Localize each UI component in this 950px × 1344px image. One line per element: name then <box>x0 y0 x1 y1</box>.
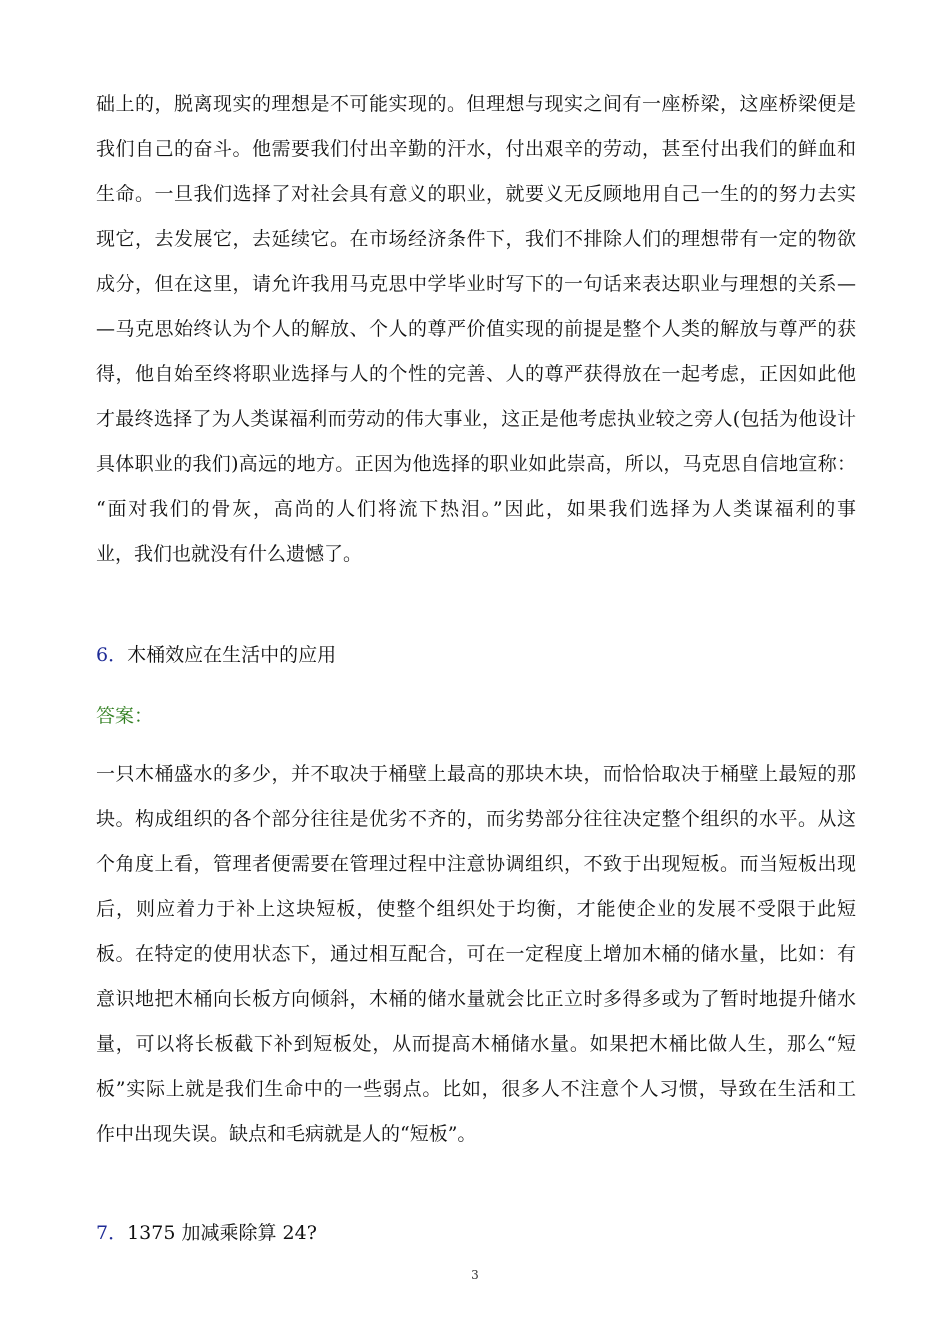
paragraph-marx-career <box>96 82 856 577</box>
question-7 <box>96 1218 317 1248</box>
question-6 <box>96 640 336 670</box>
text-line: 板”实际上就是我们生命中的一些弱点。比如，很多人不注意个人习惯，导致在生活和工 <box>96 1078 856 1100</box>
text-line: 才最终选择了为人类谋福利而劳动的伟大事业，这正是他考虑执业较之旁人(包括为他设计 <box>96 408 856 430</box>
text-line: 成分，但在这里，请允许我用马克思中学毕业时写下的一句话来表达职业与理想的关系— <box>96 273 856 295</box>
text-line: 个角度上看，管理者便需要在管理过程中注意协调组织，不致于出现短板。而当短板出现 <box>96 853 856 875</box>
text-line: “面对我们的骨灰，高尚的人们将流下热泪。”因此，如果我们选择为人类谋福利的事 <box>96 498 856 520</box>
text-line: 后，则应着力于补上这块短板，使整个组织处于均衡，才能使企业的发展不受限于此短 <box>96 898 856 920</box>
paragraph-barrel-effect <box>96 752 856 1157</box>
page-number: 3 <box>471 1268 479 1282</box>
text-line: 生命。一旦我们选择了对社会具有意义的职业，就要义无反顾地用自己一生的的努力去实 <box>96 183 856 205</box>
text-line: 板。在特定的使用状态下，通过相互配合，可在一定程度上增加木桶的储水量，比如：有 <box>96 943 856 965</box>
question-number: 6． <box>96 644 128 666</box>
text-line: —马克思始终认为个人的解放、个人的尊严价值实现的前提是整个人类的解放与尊严的获 <box>96 318 856 340</box>
question-text: 1375 加减乘除算 24? <box>127 1222 317 1244</box>
text-line: 业，我们也就没有什么遗憾了。 <box>96 543 363 565</box>
text-line: 现它，去发展它，去延续它。在市场经济条件下，我们不排除人们的理想带有一定的物欲 <box>96 228 856 250</box>
text-line: 作中出现失误。缺点和毛病就是人的“短板”。 <box>96 1123 477 1145</box>
question-text: 木桶效应在生活中的应用 <box>127 644 337 666</box>
text-line: 具体职业的我们)高远的地方。正因为他选择的职业如此崇高，所以，马克思自信地宣称： <box>96 453 856 475</box>
text-line: 块。构成组织的各个部分往往是优劣不齐的，而劣势部分往往决定整个组织的水平。从这 <box>96 808 856 830</box>
text-line: 础上的，脱离现实的理想是不可能实现的。但理想与现实之间有一座桥梁，这座桥梁便是 <box>96 93 856 115</box>
text-line: 量，可以将长板截下补到短板处，从而提高木桶储水量。如果把木桶比做人生，那么“短 <box>96 1033 856 1055</box>
text-line: 我们自己的奋斗。他需要我们付出辛勤的汗水，付出艰辛的劳动，甚至付出我们的鲜血和 <box>96 138 856 160</box>
text-line: 得，他自始至终将职业选择与人的个性的完善、人的尊严获得放在一起考虑，正因如此他 <box>96 363 856 385</box>
text-line: 一只木桶盛水的多少，并不取决于桶壁上最高的那块木块，而恰恰取决于桶壁上最短的那 <box>96 763 856 785</box>
answer-label: 答案： <box>96 705 154 727</box>
text-line: 意识地把木桶向长板方向倾斜，木桶的储水量就会比正立时多得多或为了暂时地提升储水 <box>96 988 856 1010</box>
question-number: 7． <box>96 1222 128 1244</box>
